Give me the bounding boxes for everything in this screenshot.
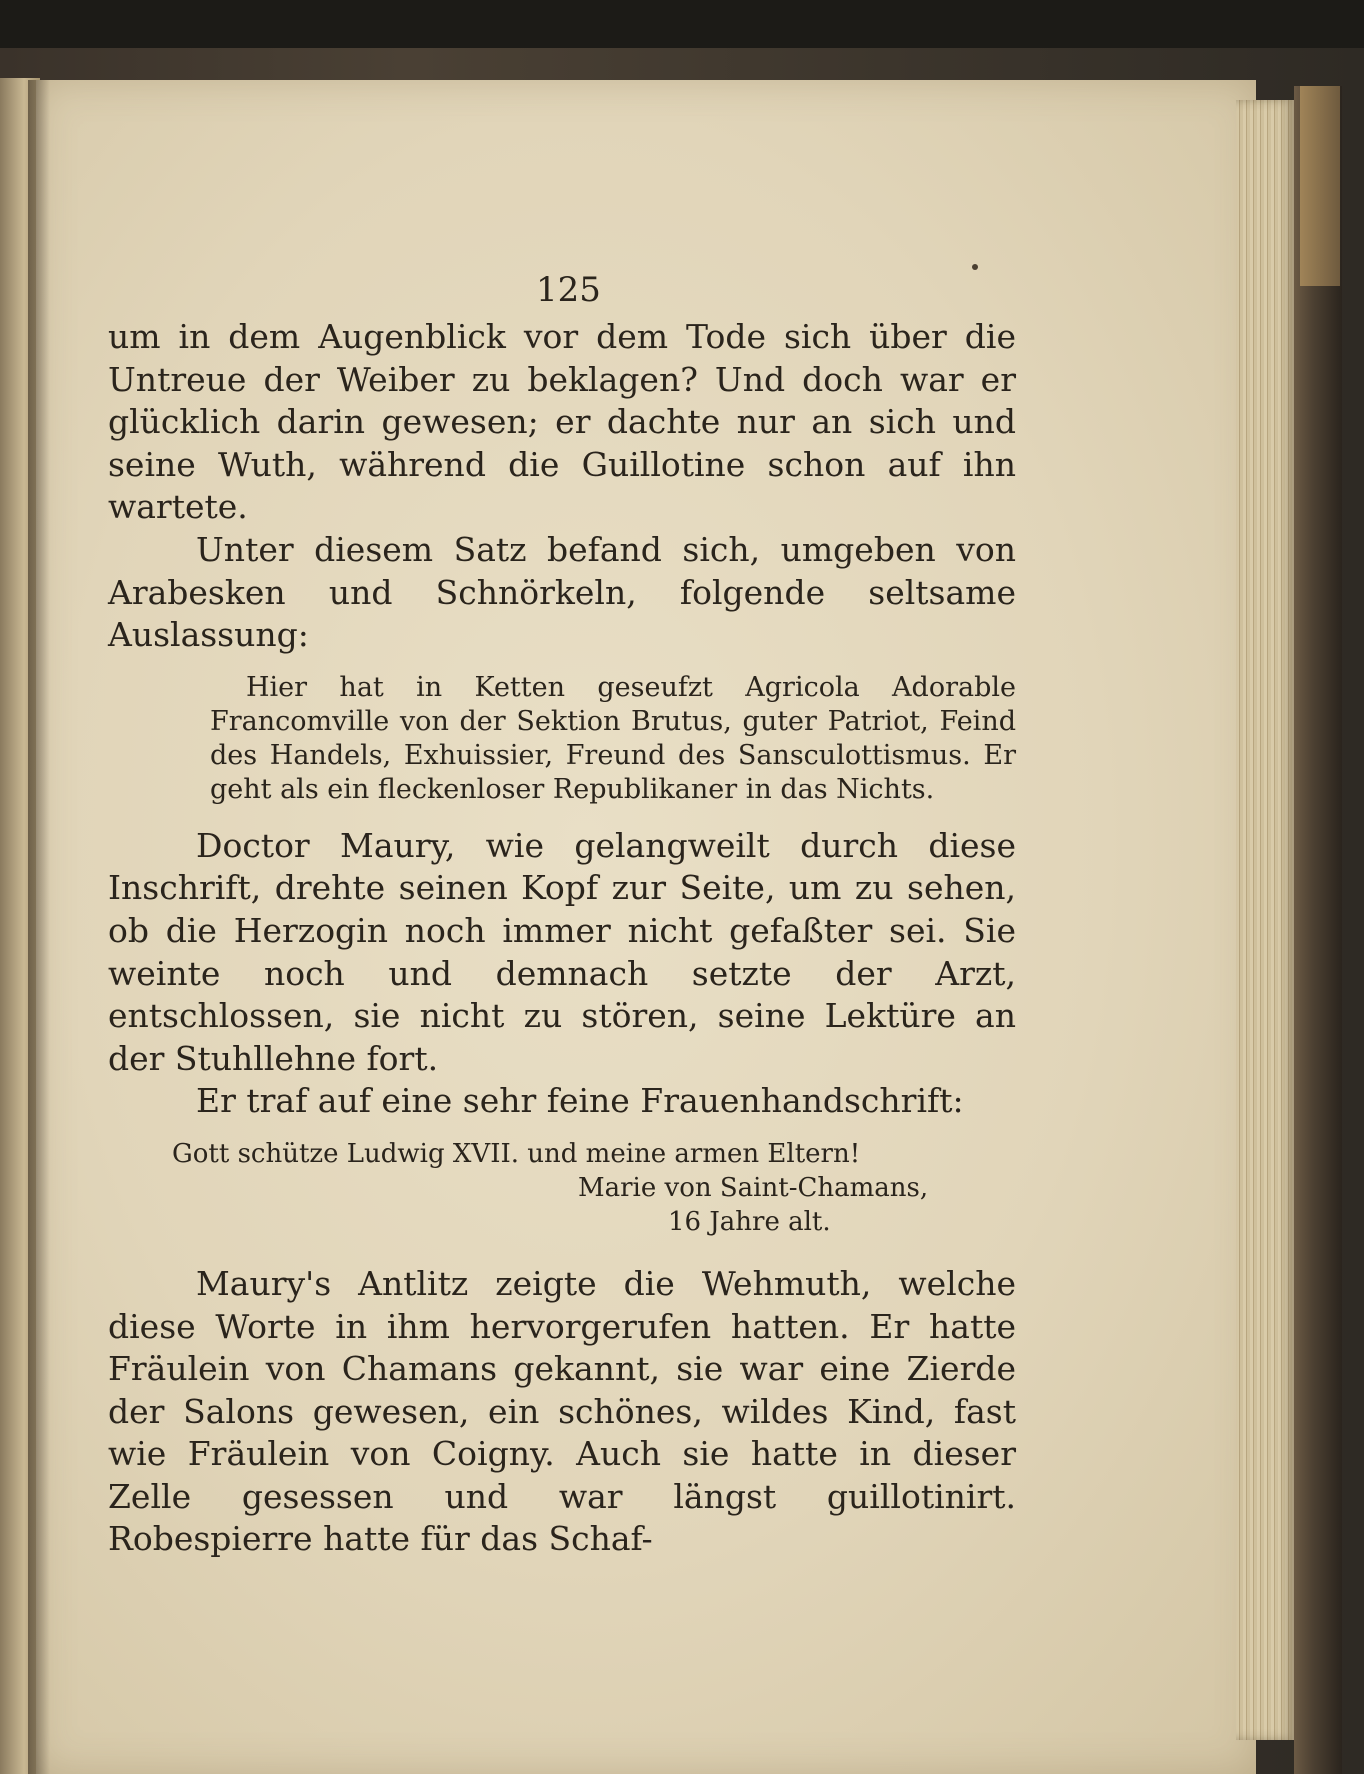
- paragraph-1: um in dem Augenblick vor dem Tode sich über die Untreue der Weiber zu beklagen? Und doch war er glücklich darin gewesen; er dachte nur an sich und seine Wuth, während die Guillotine schon auf ihn wartete.: [108, 317, 1016, 527]
- gutter-shadow: [28, 80, 50, 1774]
- inscription-text: Hier hat in Ketten geseufzt Agricola Adorable Francomville von der Sektion Brutus, guter Patriot, Feind des Handels, Exhuissier, Freund des Sansculottismus. Er geht als ein fleckenloser Republikaner in das Nichts.: [210, 671, 1016, 805]
- paragraph-3: Doctor Maury, wie gelangweilt durch diese Inschrift, drehte seinen Kopf zur Seite, um zu sehen, ob die Herzogin noch immer nicht gefaßter sei. Sie weinte noch und demnach setzte der Arzt, entschlossen, sie nicht zu stören, seine Lektüre an der Stuhllehne fort.: [108, 825, 1016, 1078]
- back-board: [1294, 86, 1342, 1774]
- page-number: 125: [536, 270, 601, 310]
- board-trim: [1300, 86, 1340, 286]
- ink-spot: [972, 264, 978, 270]
- dedication-signature: Marie von Saint-Chamans,: [578, 1172, 929, 1203]
- page-text: [108, 316, 1016, 1561]
- paragraph-4: Er traf auf eine sehr feine Frauenhandschrift:: [196, 1081, 964, 1121]
- paragraph-5: Maury's Antlitz zeigte die Wehmuth, welche diese Worte in ihm hervorgerufen hatten. Er hatte Fräulein von Chamans gekannt, sie war eine Zierde der Salons gewesen, ein schönes, wildes Kind, fast wie Fräulein von Coigny. Auch sie hatte in dieser Zelle gesessen und war längst guillotinirt. Robespierre hatte für das Schaf-: [108, 1263, 1016, 1559]
- page-stack-edges: [1236, 100, 1294, 1740]
- dedication-line: Gott schütze Ludwig XVII. und meine armen Eltern!: [172, 1138, 861, 1169]
- inscription-block: [108, 671, 1016, 807]
- paragraph-2: Unter diesem Satz befand sich, umgeben von Arabesken und Schnörkeln, folgende seltsame Auslassung:: [108, 529, 1016, 655]
- dedication-block: [108, 1137, 1016, 1239]
- dedication-age: 16 Jahre alt.: [668, 1206, 831, 1237]
